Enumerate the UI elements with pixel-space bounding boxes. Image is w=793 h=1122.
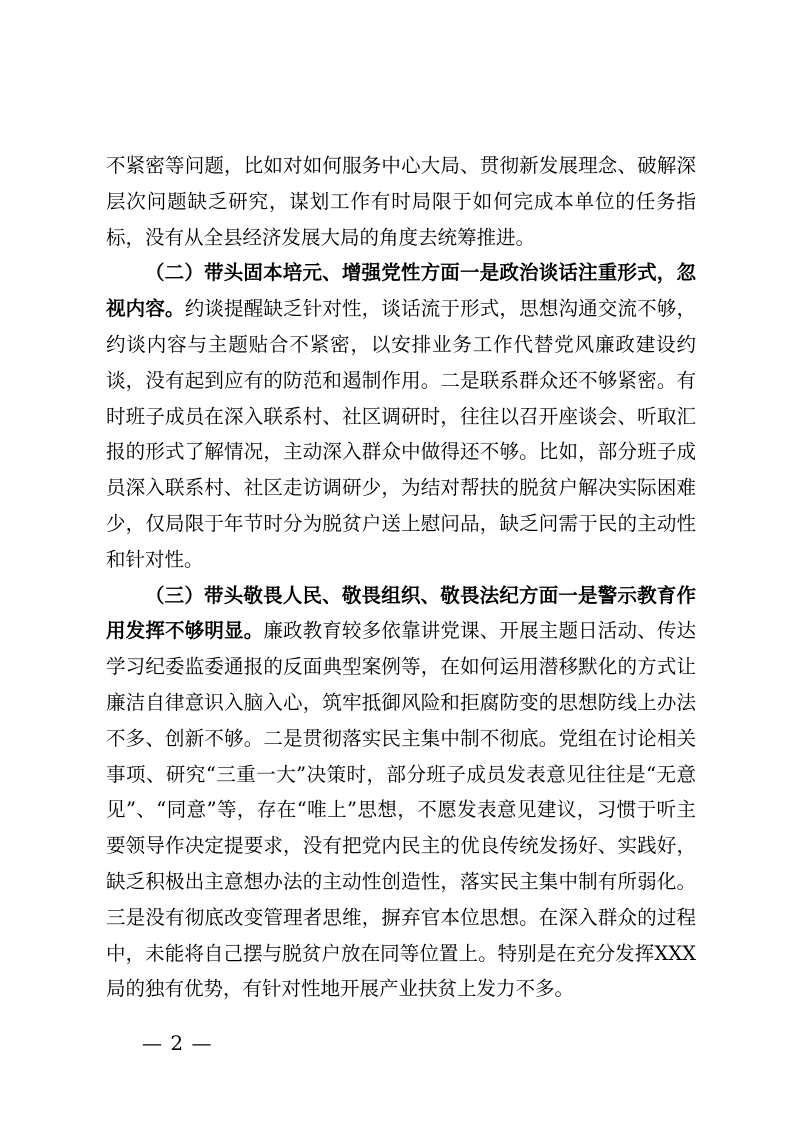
section-heading: （三）带头敬畏人民、敬畏组织、敬畏法纪方面一是警示教育作用发挥不够明显。: [106, 583, 696, 643]
paragraph-continuation: [106, 148, 696, 255]
page-number: — 2 —: [142, 1031, 213, 1055]
paragraph-text: 约谈提醒缺乏针对性，谈话流于形式，思想沟通交流不够，约谈内容与主题贴合不紧密，以安排业务工作代替党风廉政建设约谈，没有起到应有的防范和遏制作用。二是联系群众还不够紧密。有时班子成员在深入联系村、社区调研时，往往以召开座谈会、听取汇报的形式了解情况，主动深入群众中做得还不够。比如，部分班子成员深入联系村、社区走访调研少，为结对帮扶的脱贫户解决实际困难少，仅局限于年节时分为脱贫户送上慰问品，缺乏问需于民的主动性和针对性。: [106, 297, 696, 571]
body-text: [106, 148, 696, 1007]
paragraph-section-3: [106, 578, 696, 1008]
paragraph-text: 廉政教育较多依靠讲党课、开展主题日活动、传达学习纪委监委通报的反面典型案例等，在如何运用潜移默化的方式让廉洁自律意识入脑入心，筑牢抵御风险和拒腐防变的思想防线上办法不多、创新不够。二是贯彻落实民主集中制不彻底。党组在讨论相关事项、研究“三重一大”决策时，部分班子成员发表意见往往是“无意见”、“同意”等，存在“唯上”思想，不愿发表意见建议，习惯于听主要领导作决定提要求，没有把党内民主的优良传统发扬好、实践好，缺乏积极出主意想办法的主动性创造性，落实民主集中制有所弱化。三是没有彻底改变管理者思维，摒弃官本位思想。在深入群众的过程中，未能将自己摆与脱贫户放在同等位置上。特别是在充分发挥XXX局的独有优势，有针对性地开展产业扶贫上发力不多。: [106, 619, 696, 1001]
section-heading: （二）带头固本培元、增强党性方面一是政治谈话注重形式，忽视内容。: [106, 261, 696, 321]
paragraph-text: 不紧密等问题，比如对如何服务中心大局、贯彻新发展理念、破解深层次问题缺乏研究，谋划工作有时局限于如何完成本单位的任务指标，没有从全县经济发展大局的角度去统筹推进。: [106, 154, 696, 249]
paragraph-section-2: [106, 255, 696, 577]
